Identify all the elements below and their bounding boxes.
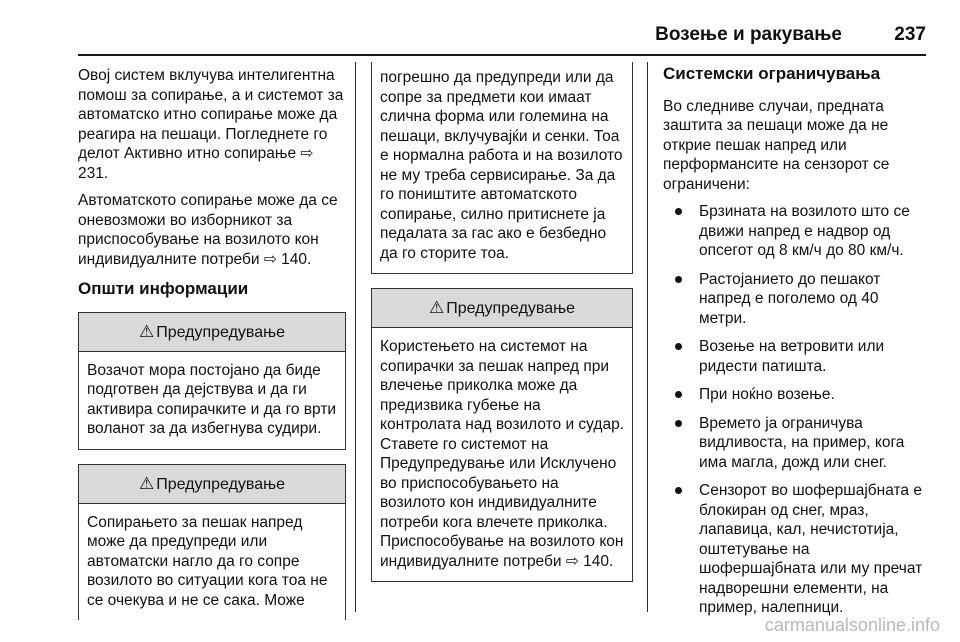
running-header-title: Возење и ракување	[655, 24, 842, 45]
bullet-icon	[675, 391, 682, 398]
warning-text: Сопирањето за пешак напред може да предупреди или автоматски нагло да го сопре возилото во ситуации кога тоа не се очекува и не се сака. Може	[87, 513, 328, 609]
warning-text: Користењето на системот на сопирачки за пешак напред при влечење приколка може да предизвика губење на контролата над возилото и судар. Ставете го системот на Предупредување или Исклучено во приспособувањето на возилото кон индивидуалните потреби кога влечете приколка. Приспособување на возилото кон индивидуалните потреби ⇨ 140.	[380, 338, 625, 570]
column-divider	[647, 62, 648, 612]
warning-text: Возачот мора постојано да биде подготвен да дејствува и да ги активира сопирачките и да го врти воланот за да избегнува судири.	[87, 361, 337, 437]
list-item	[663, 481, 929, 618]
list-item	[663, 202, 929, 261]
header-rule	[78, 54, 926, 56]
page-number: 237	[894, 24, 926, 45]
list-item	[663, 414, 929, 473]
list-item	[663, 270, 929, 329]
list-item-text: Брзината на возилото што се движи напред е надвор од опсегот од 8 км/ч до 80 км/ч.	[699, 203, 910, 259]
disable-paragraph: Автоматското сопирање може да се оневозможи во изборникот за приспособување на возилото кон индивидуалните потреби ⇨ 140.	[78, 192, 338, 268]
list-item-text: Возење на ветровити или ридести патишта.	[699, 338, 885, 375]
bullet-icon	[675, 487, 682, 494]
list-item	[663, 385, 929, 405]
column-2	[371, 62, 633, 596]
list-item-text: Растојанието до пешакот напред е поголемо од 40 метри.	[699, 270, 881, 327]
warning-text: погрешно да предупреди или да сопре за предмети кои имаат слична форма или големина на пешаци, вклучувајќи и сенки. Тоа е нормална работа и на возилото не му треба сервисирање. За да го поништите автоматското сопирање, силно притиснете ја педалата за гас ако е безбедно да го сторите тоа.	[380, 69, 623, 262]
watermark: carmanualsonline.info	[764, 615, 940, 635]
bullet-icon	[675, 208, 682, 215]
warning-header	[372, 289, 632, 328]
warning-box	[371, 288, 633, 582]
bullet-icon	[675, 343, 682, 350]
column-1	[78, 66, 346, 620]
warning-triangle-icon: ⚠	[138, 473, 155, 493]
warning-header	[79, 313, 345, 352]
section-heading: Системски ограничувања	[663, 64, 881, 83]
section-heading: Општи информации	[78, 279, 249, 298]
list-item	[663, 337, 929, 376]
bullet-icon	[675, 420, 682, 427]
list-item-text: Времето ја ограничува видливоста, на пример, кога има магла, дожд или снег.	[699, 414, 905, 471]
warning-title: Предупредување	[156, 475, 286, 493]
column-divider	[355, 62, 356, 612]
warning-triangle-icon: ⚠	[428, 298, 445, 317]
intro-paragraph: Овој систем вклучува интелигентна помош за сопирање, а и системот за автоматско итно сопирање може да реагира на пешаци. Погледнете го делот Активно итно сопирање ⇨ 231.	[78, 67, 344, 182]
list-item-text: Сензорот во шофершајбната е блокиран од снег, мраз, лапавица, кал, нечистотија, оштетување на шофершајбната или му пречат надворешни елементи, на пример, налепници.	[699, 482, 923, 616]
warning-header	[79, 465, 345, 504]
list-item-text: При ноќно возење.	[699, 386, 835, 403]
warning-box-continued	[371, 62, 633, 274]
warning-title: Предупредување	[156, 323, 286, 341]
warning-box	[78, 464, 346, 621]
limitations-intro: Во следниве случаи, предната заштита за пешаци може да не открие пешак напред или перформансите на сензорот се ограничени:	[663, 97, 890, 193]
warning-triangle-icon: ⚠	[138, 321, 155, 341]
warning-box	[78, 312, 346, 450]
limitations-list	[663, 202, 929, 618]
warning-title: Предупредување	[446, 300, 576, 317]
column-3	[663, 62, 929, 627]
bullet-icon	[675, 276, 682, 283]
